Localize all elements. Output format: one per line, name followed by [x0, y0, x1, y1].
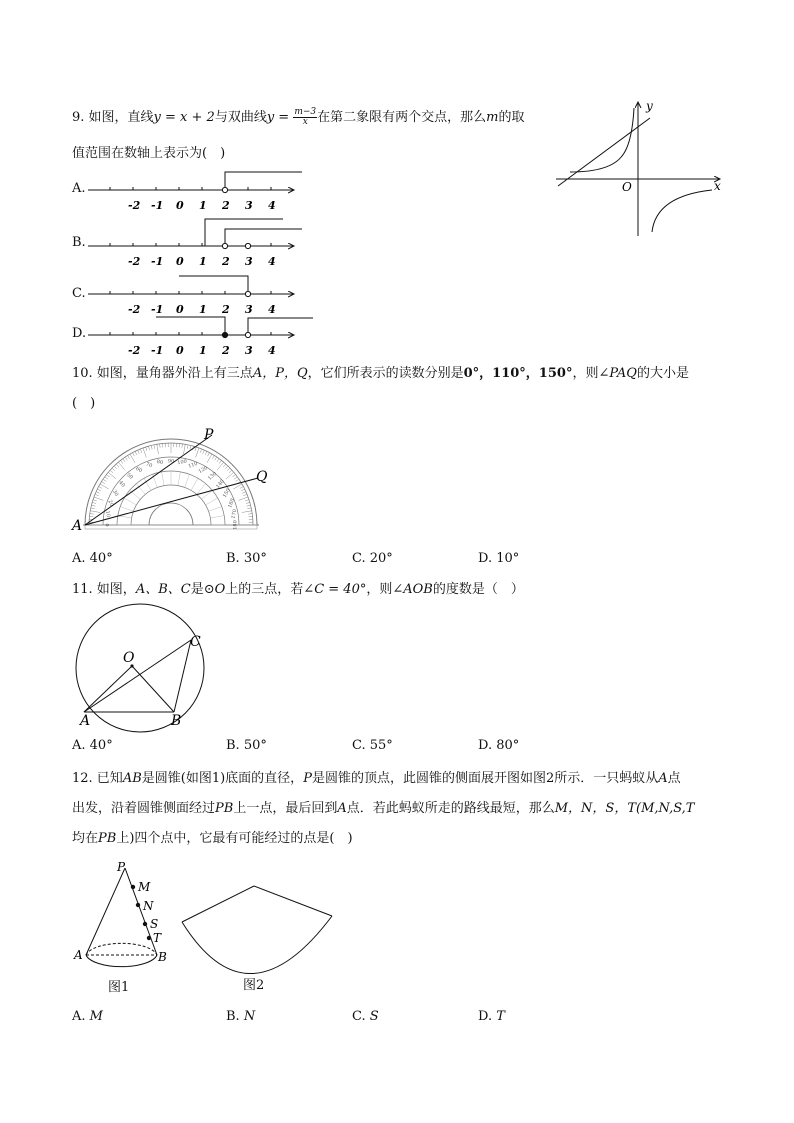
- q10-protractor-tick: [229, 470, 232, 473]
- q9-graph-x-label: x: [714, 179, 721, 193]
- q10-protractor-scale-label: 90: [167, 458, 175, 465]
- q10-protractor-tick: [200, 449, 201, 453]
- q10-stem-line1: [72, 366, 689, 382]
- q11-circle: ⊙O: [203, 582, 226, 597]
- q10-choice-a[interactable]: A. 40°: [72, 551, 113, 566]
- q10-protractor-inner-tick: [178, 472, 180, 486]
- q10-protractor-inner-tick: [210, 516, 224, 518]
- q11-stem-e: 的度数是（ ）: [432, 582, 524, 597]
- q9-fraction-numerator: m−3: [294, 107, 317, 117]
- q10-protractor-tick: [234, 477, 237, 479]
- q10-protractor-tick: [143, 448, 146, 457]
- q9-fraction-denominator: x: [302, 117, 308, 127]
- q10-protractor-tick: [187, 445, 188, 449]
- svg-text:3: 3: [245, 199, 253, 212]
- q10-protractor-tick: [123, 459, 125, 462]
- q10-protractor-tick: [148, 446, 149, 450]
- q10-protractor-tick: [217, 462, 223, 470]
- q12-point-n: [136, 903, 140, 907]
- q12-stem-line2: [72, 801, 694, 817]
- q10-protractor-tick: [140, 449, 141, 453]
- q12-label-a: A: [74, 948, 83, 962]
- q10-protractor-tick: [95, 494, 99, 495]
- q12-choice-a[interactable]: [72, 1009, 103, 1025]
- q10-protractor-tick: [105, 477, 108, 479]
- q9-stem-a: 9. 如图，直线: [72, 110, 154, 125]
- q11-label-b: B: [171, 713, 182, 729]
- q12-l1d: 点: [667, 771, 681, 786]
- q9-stem-d: 的取: [498, 110, 525, 125]
- q12-a2: A: [337, 801, 347, 816]
- q10-protractor-tick: [128, 455, 130, 458]
- q10-protractor-tick: [205, 451, 207, 455]
- q9-a-tick-labels: [128, 199, 276, 212]
- q10-points: A，P，Q: [252, 366, 308, 381]
- q10-protractor-tick: [223, 464, 226, 467]
- svg-text:2: 2: [222, 303, 230, 316]
- q9-numberline-c: [88, 272, 328, 316]
- q10-protractor-tick: [225, 466, 228, 469]
- q10-protractor-tick: [182, 444, 183, 448]
- q11-choice-a[interactable]: A. 40°: [72, 738, 113, 753]
- q10-protractor-inner-tick: [191, 478, 198, 490]
- q10-protractor-tick: [212, 455, 214, 458]
- q10-protractor-tick: [151, 445, 152, 449]
- q12-choice-b[interactable]: [226, 1009, 255, 1025]
- q12-label-s: S: [150, 917, 159, 931]
- q11-segment-oa: [84, 666, 132, 712]
- q10-protractor-tick: [219, 460, 221, 463]
- q10-protractor-tick: [116, 464, 119, 467]
- q10-protractor-tick: [203, 450, 205, 454]
- q11-label-c: C: [190, 634, 201, 650]
- q10-protractor-tick: [100, 484, 109, 489]
- q12-stem-line1: [72, 771, 681, 787]
- svg-text:4: 4: [268, 344, 276, 357]
- svg-text:3: 3: [245, 255, 253, 268]
- svg-text:3: 3: [245, 344, 253, 357]
- q10-protractor-inner-tick: [209, 507, 222, 512]
- q10-protractor-tick: [110, 470, 113, 473]
- svg-text:0: 0: [176, 303, 184, 316]
- q9-fraction: [293, 108, 317, 127]
- q10-protractor-scale-label: 170: [230, 508, 239, 520]
- svg-text:4: 4: [268, 303, 276, 316]
- q10-protractor-tick: [108, 472, 116, 478]
- q9-a-open-point: [222, 187, 227, 192]
- q10-protractor-tick: [93, 500, 97, 501]
- q10-protractor-scale-label: 60: [134, 465, 144, 475]
- q10-protractor-tick: [160, 444, 161, 448]
- q11-choice-b[interactable]: B. 50°: [226, 738, 267, 753]
- q9-stem-line2: 值范围在数轴上表示为( ): [72, 146, 226, 161]
- q9-hyperbola-right-branch: [652, 190, 712, 232]
- q10-protractor-scale-label: 50: [125, 472, 134, 481]
- q12-label-m: M: [138, 880, 151, 894]
- q12-choice-d[interactable]: [478, 1009, 505, 1025]
- q9-line-equation: y = x + 2: [153, 110, 215, 125]
- q10-protractor-tick: [240, 487, 244, 489]
- q10-protractor-scale-label: 30: [110, 488, 120, 498]
- q10-protractor-scale-label: 70: [144, 461, 153, 470]
- q10-protractor-scale-label: 120: [197, 465, 209, 475]
- q10-protractor-tick: [146, 447, 147, 451]
- q10-protractor-tick: [246, 502, 250, 503]
- q10-protractor-tick: [242, 492, 246, 494]
- q10-protractor-ring: [131, 485, 211, 525]
- svg-text:0: 0: [176, 255, 184, 268]
- q10-protractor-tick: [227, 468, 230, 471]
- q9-a-ray: [225, 172, 302, 190]
- q12-point-s: [143, 922, 147, 926]
- q10-stem-a: 10. 如图，量角器外沿上有三点: [72, 366, 253, 381]
- q11-label-a: A: [80, 713, 91, 729]
- q12-l1c: 是圆锥的顶点，此圆锥的侧面展开图如图2所示．一只蚂蚁从: [311, 771, 659, 786]
- q10-protractor-tick: [207, 454, 212, 463]
- q10-protractor-tick: [184, 444, 186, 454]
- svg-text:1: 1: [199, 199, 207, 212]
- q12-base-front: [86, 955, 157, 967]
- q12-choice-b-letter: B.: [226, 1009, 244, 1024]
- q10-protractor-scale-label: 160: [227, 497, 237, 509]
- q10-protractor-inner-tick: [144, 478, 151, 490]
- q12-p: P: [303, 771, 312, 786]
- q9-graph-origin-label: O: [622, 180, 632, 194]
- q10-protractor-tick: [133, 453, 135, 457]
- q10-protractor-scale-label: 180: [232, 520, 239, 530]
- q11-angle: ∠AOB: [392, 582, 433, 597]
- q10-label-q: Q: [256, 469, 268, 485]
- svg-text:-2: -2: [128, 255, 141, 268]
- q10-protractor-inner-tick: [206, 498, 218, 505]
- q10-protractor-inner-tick: [185, 474, 190, 487]
- q10-protractor-tick: [247, 505, 251, 506]
- q10-protractor-tick: [112, 468, 115, 471]
- svg-text:1: 1: [199, 344, 207, 357]
- q10-protractor-tick: [190, 445, 191, 449]
- q10-protractor-tick: [91, 505, 95, 506]
- q12-mnst: M，N，S，T(M,N,S,T: [554, 801, 695, 816]
- q10-protractor-tick: [208, 453, 210, 457]
- q10-protractor-inner-tick: [124, 498, 136, 505]
- q12-choice-a-value: M: [89, 1009, 103, 1024]
- q10-label-p: P: [204, 427, 214, 443]
- q10-choice-b[interactable]: B. 30°: [226, 551, 267, 566]
- svg-text:0: 0: [176, 344, 184, 357]
- q10-protractor-tick: [103, 479, 106, 481]
- q10-protractor-tick: [118, 462, 124, 470]
- q10-choice-d[interactable]: D. 10°: [478, 551, 520, 566]
- svg-text:-1: -1: [151, 255, 164, 268]
- q10-protractor-scale-label: 140: [215, 478, 226, 490]
- q11-stem-b: 是: [190, 582, 204, 597]
- q10-protractor-tick: [94, 497, 103, 500]
- q10-protractor-tick: [92, 502, 96, 503]
- svg-text:-1: -1: [151, 344, 164, 357]
- q9-stem-c: 在第二象限有两个交点，那么: [317, 110, 487, 125]
- q10-protractor-tick: [217, 459, 219, 462]
- q10-protractor-tick: [90, 514, 94, 515]
- q10-stem-b: ，它们所表示的读数分别是: [307, 366, 464, 381]
- q10-protractor-tick: [130, 454, 135, 463]
- q9-stem-b: 与双曲线: [214, 110, 267, 125]
- q12-label-b: B: [158, 950, 167, 964]
- q9-numberline-a: [88, 168, 318, 212]
- q9-option-b-label: B.: [72, 235, 86, 250]
- q12-choice-b-value: N: [243, 1009, 256, 1024]
- q11-condition: ∠C = 40°: [303, 582, 367, 597]
- svg-text:-2: -2: [128, 344, 141, 357]
- svg-text:2: 2: [222, 255, 230, 268]
- q10-protractor-tick: [243, 494, 247, 495]
- q10-stem-c: ，则: [572, 366, 599, 381]
- q12-base-back: [86, 943, 157, 955]
- q10-protractor-scale-label: 130: [206, 470, 219, 482]
- q11-segment-ac: [84, 640, 191, 712]
- svg-text:-1: -1: [151, 303, 164, 316]
- q11-segment-bc: [174, 640, 191, 712]
- q12-pb2: PB: [98, 831, 117, 846]
- q12-sector-right-radius: [254, 886, 332, 916]
- svg-text:2: 2: [222, 344, 230, 357]
- q10-protractor-tick: [245, 500, 249, 501]
- q12-choice-d-letter: D.: [478, 1009, 497, 1024]
- q10-protractor-tick: [232, 475, 235, 477]
- q9-graph-y-label: y: [646, 99, 653, 113]
- q12-sector-left-radius: [182, 886, 254, 922]
- q9-option-a-label: A.: [72, 181, 86, 196]
- svg-text:-1: -1: [151, 199, 164, 212]
- q9-line: [558, 118, 650, 186]
- q10-protractor-tick: [90, 511, 100, 513]
- q10-protractor-scale-label: 80: [156, 458, 164, 466]
- q12-l2b: 上一点，最后回到: [233, 801, 338, 816]
- q12-l3b: 上)四个点中，它最有可能经过的点是( ): [116, 831, 353, 846]
- q9-hyperbola-left-branch: [570, 108, 634, 172]
- q12-stem-line3: [72, 831, 353, 847]
- q12-ab: AB: [122, 771, 142, 786]
- q12-a: A: [658, 771, 668, 786]
- q10-protractor-scale-label: 40: [117, 479, 126, 489]
- q10-protractor-tick: [96, 492, 100, 494]
- svg-text:2: 2: [222, 199, 230, 212]
- q12-fig2-caption: 图2: [243, 978, 265, 993]
- q10-protractor-tick: [236, 479, 239, 481]
- q12-choice-c-value: S: [369, 1009, 379, 1024]
- q11-stem-c: 上的三点，若: [225, 582, 304, 597]
- q9-graph: [552, 98, 732, 238]
- q10-values: 0°，110°，150°: [463, 366, 573, 381]
- q10-protractor-tick: [195, 447, 196, 451]
- q10-protractor-tick: [247, 508, 251, 509]
- q12-sector-figure: [178, 880, 348, 990]
- q11-stem-d: ，则: [366, 582, 393, 597]
- svg-text:-2: -2: [128, 199, 141, 212]
- q11-label-o: O: [123, 650, 135, 666]
- q10-protractor-scale-label: 10: [103, 510, 111, 518]
- q12-l1a: 12. 已知: [72, 771, 123, 786]
- q10-protractor-tick: [125, 457, 127, 460]
- q12-label-p: P: [117, 860, 126, 874]
- q10-protractor-scale-label: 20: [106, 499, 115, 508]
- q10-protractor-tick: [157, 444, 159, 454]
- svg-text:0: 0: [176, 199, 184, 212]
- q12-pb: PB: [215, 801, 234, 816]
- q10-protractor-scale-label: 150: [221, 487, 232, 499]
- q11-stem: [72, 582, 524, 598]
- q12-point-m: [131, 885, 135, 889]
- q11-segment-ob: [132, 666, 174, 712]
- q10-protractor-tick: [121, 460, 123, 463]
- q11-choice-c[interactable]: C. 55°: [352, 738, 393, 753]
- q9-stem-line1: [72, 108, 525, 127]
- q12-label-t: T: [153, 931, 162, 945]
- q11-points: A、B、C: [135, 582, 191, 597]
- q10-protractor-figure: [70, 426, 290, 536]
- q10-protractor-tick: [196, 448, 199, 457]
- q10-protractor-tick: [106, 475, 109, 477]
- q10-protractor-tick: [91, 508, 95, 509]
- q12-l1b: 是圆锥(如图1)底面的直径，: [141, 771, 304, 786]
- q10-protractor-inner-tick: [162, 472, 164, 486]
- q10-protractor-tick: [242, 511, 252, 513]
- q10-protractor-scale-label: 110: [187, 460, 199, 470]
- q10-angle: ∠PAQ: [598, 366, 637, 381]
- q10-protractor-tick: [97, 489, 101, 491]
- q10-protractor-tick: [154, 445, 155, 449]
- q9-numberline-d: [88, 313, 328, 357]
- svg-text:4: 4: [268, 199, 276, 212]
- q12-choice-d-value: T: [496, 1009, 505, 1024]
- q10-protractor-tick: [239, 497, 248, 500]
- q9-hyperbola-lhs: y =: [266, 110, 290, 125]
- q12-choice-c-letter: C.: [352, 1009, 370, 1024]
- q10-protractor-tick: [114, 466, 117, 469]
- q9-option-d-label: D.: [72, 326, 87, 341]
- q10-protractor-tick: [226, 472, 234, 478]
- q12-l2c: 点．若此蚂蚁所走的路线最短，那么: [346, 801, 555, 816]
- q12-point-t: [147, 936, 151, 940]
- q10-protractor-tick: [138, 450, 140, 454]
- q10-protractor-scale-label: 100: [176, 458, 188, 467]
- q10-protractor-tick: [135, 451, 137, 455]
- q11-circle-figure: [70, 604, 220, 734]
- q10-protractor-tick: [248, 514, 252, 515]
- q12-cone-figure: [70, 858, 180, 998]
- q12-fig1-caption: 图1: [108, 980, 130, 995]
- q10-protractor-tick: [215, 457, 217, 460]
- svg-text:1: 1: [199, 303, 207, 316]
- q12-l2a: 出发，沿着圆锥侧面经过: [72, 801, 216, 816]
- q12-choice-c[interactable]: [352, 1009, 379, 1025]
- q10-protractor-tick: [99, 487, 103, 489]
- q10-protractor-inner-tick: [120, 507, 133, 512]
- svg-text:-2: -2: [128, 303, 141, 316]
- svg-text:4: 4: [268, 255, 276, 268]
- q9-option-c-label: C.: [72, 286, 86, 301]
- q10-stem-d: 的大小是: [636, 366, 689, 381]
- q9-numberline-b: [88, 224, 328, 268]
- q10-protractor-tick: [241, 489, 245, 491]
- q12-sector-arc: [182, 916, 332, 974]
- q10-label-a: A: [72, 518, 83, 534]
- q11-stem-a: 11. 如图，: [72, 582, 136, 597]
- q12-label-n: N: [143, 899, 154, 913]
- q10-protractor-scale-label: 0: [103, 523, 110, 527]
- q10-paren: ( ): [72, 396, 96, 411]
- svg-text:1: 1: [199, 255, 207, 268]
- q10-protractor-tick: [101, 482, 104, 484]
- svg-text:3: 3: [245, 303, 253, 316]
- q12-l3a: 均在: [72, 831, 99, 846]
- q12-cone-left-edge: [86, 868, 125, 955]
- q9-var-m: m: [486, 110, 499, 125]
- q12-choice-a-letter: A.: [72, 1009, 90, 1024]
- q10-choice-c[interactable]: C. 20°: [352, 551, 393, 566]
- q10-protractor-base-strip: [85, 525, 257, 529]
- q11-choice-d[interactable]: D. 80°: [478, 738, 520, 753]
